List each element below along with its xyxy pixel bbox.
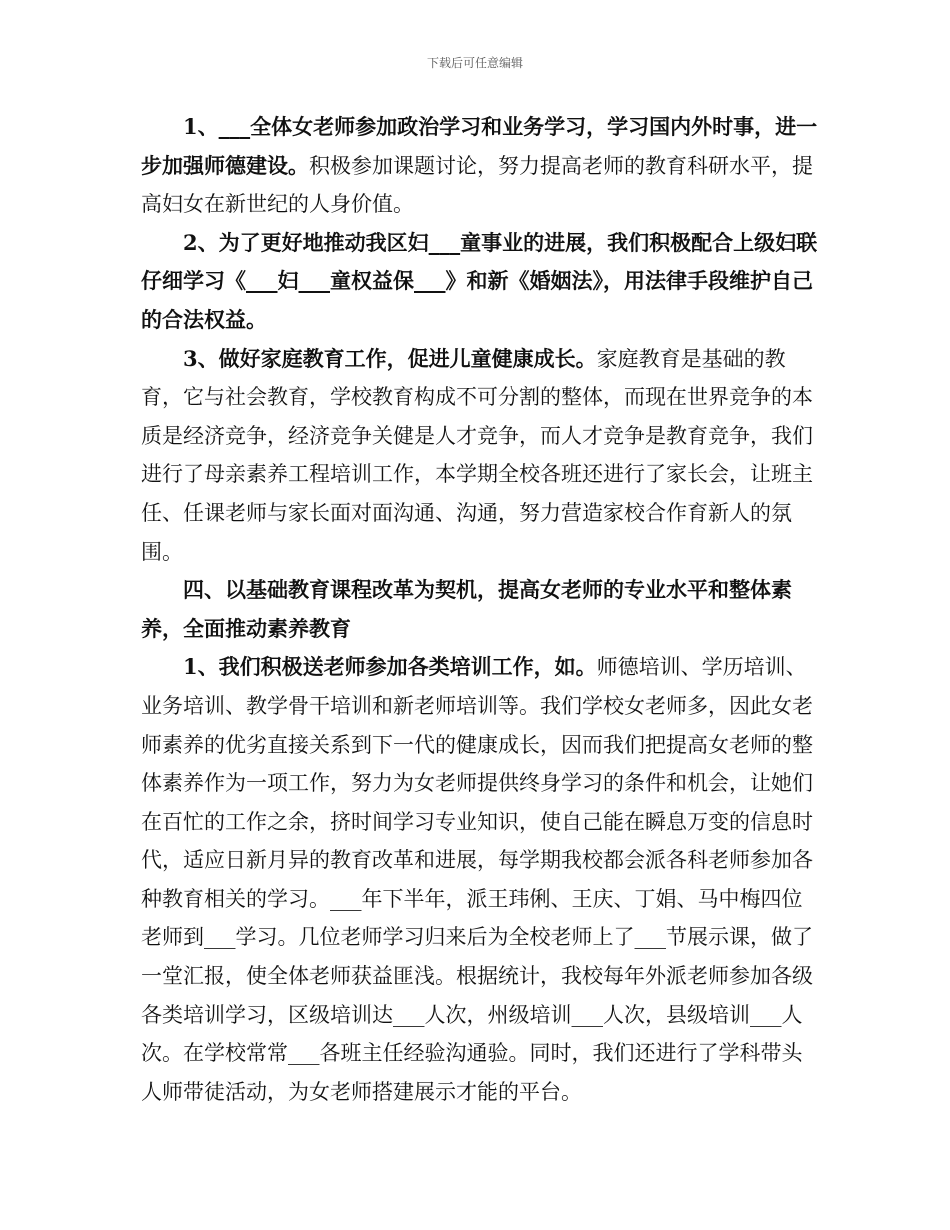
paragraph-3-bold: 3、做好家庭教育工作，促进儿童健康成长。 (183, 345, 597, 371)
paragraph-5-text: 师德培训、学历培训、业务培训、教学骨干培训和新老师培训等。我们学校女老师多，因此女老师素养的优劣直接关系到下一代的健康成长，因而我们把提高女老师的整体素养作为一项工作，努力为女老师提供终身学习的条件和机会，让她们在百忙的工作之余，挤时间学习专业知识，使自己能在瞬息万变的信息时代，适应日新月异的教育改革和进展，每学期我校都会派各科老师参加各种教育相关的学习。___年下半年，派王玮俐、王庆、丁娟、马中梅四位老师到___学习。几位老师学习归来后为全校老师上了___节展示课，做了一堂汇报，使全体老师获益匪浅。根据统计，我校每年外派老师参加各级各类培训学习，区级培训达___人次，州级培训___人次，县级培训___人次。在学校常常___各班主任经验沟通验。同时，我们还进行了学科带头人师带徒活动，为女老师搭建展示才能的平台。 (141, 655, 813, 1104)
section-heading-4 (141, 571, 821, 648)
paragraph-3 (141, 340, 821, 572)
paragraph-5-bold: 1、我们积极送老师参加各类培训工作，如。 (183, 654, 597, 680)
document-body (141, 108, 821, 1111)
page-header: 下载后可任意编辑 (426, 56, 523, 70)
paragraph-3-text: 家庭教育是基础的教育，它与社会教育，学校教育构成不可分割的整体，而现在世界竞争的本质是经济竞争，经济竞争关健是人才竞争，而人才竞争是教育竞争，我们进行了母亲素养工程培训工作，本学期全校各班还进行了家长会，让班主任、任课老师与家长面对面沟通、沟通，努力营造家校合作育新人的氛围。 (141, 346, 813, 564)
paragraph-1 (141, 108, 821, 224)
paragraph-2 (141, 224, 821, 340)
paragraph-2-bold: 2、为了更好地推动我区妇___童事业的进展，我们积极配合上级妇联仔细学习《___妇___童权益保___》和新《婚姻法》，用法律手段维护自己的合法权益。 (141, 229, 818, 332)
section-heading-4-text: 四、以基础教育课程改革为契机，提高女老师的专业水平和整体素养，全面推动素养教育 (141, 577, 792, 641)
paragraph-1-bold: 1、___全体女老师参加政治学习和业务学习，学习国内外时事，进一步加强师德建设。 (141, 114, 818, 178)
paragraph-1-text: 积极参加课题讨论，努力提高老师的教育科研水平，提高妇女在新世纪的人身价值。 (141, 153, 813, 217)
paragraph-5 (141, 648, 821, 1111)
